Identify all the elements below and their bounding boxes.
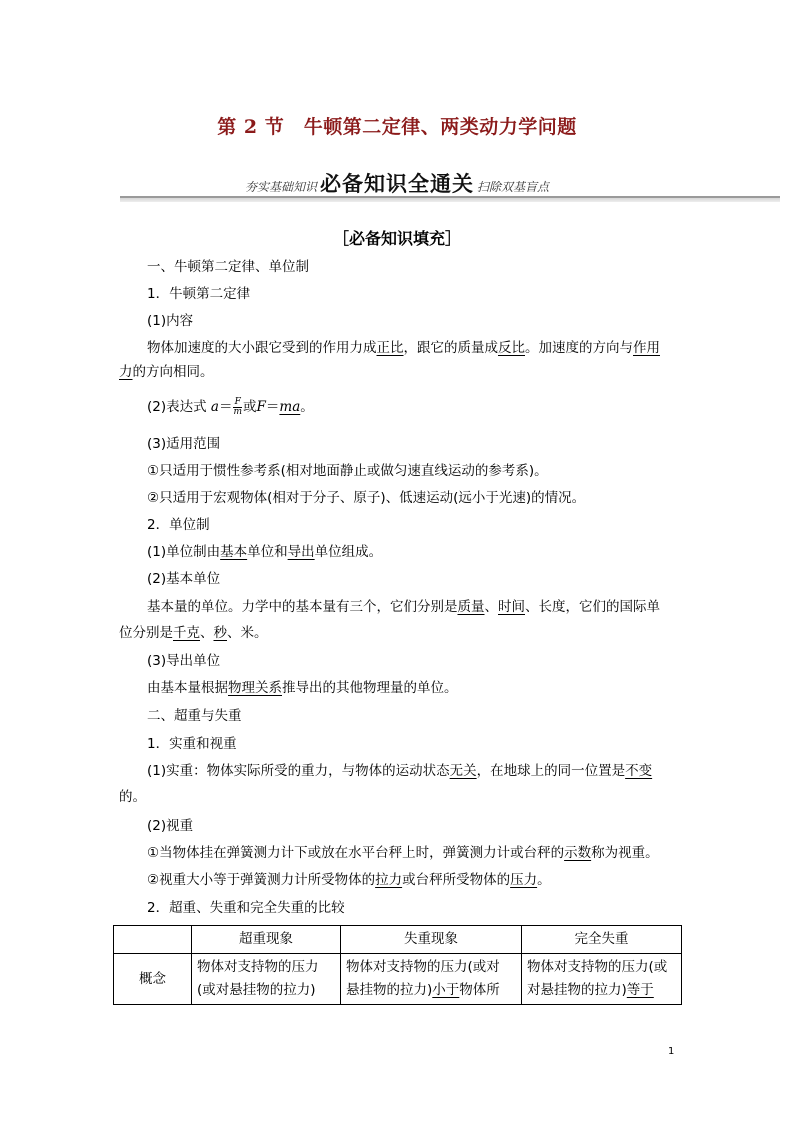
table-header-cell: 超重现象	[192, 926, 341, 954]
heading-newton-second-law: 一、牛顿第二定律、单位制	[147, 259, 309, 275]
page-title: 第 2 节 牛顿第二定律、两类动力学问题	[217, 116, 577, 138]
real-weight-line1: (1)实重：物体实际所受的重力，与物体的运动状态无关，在地球上的同一位置是不变	[147, 763, 653, 779]
banner-divider	[120, 196, 780, 202]
base-units-line2: 位分别是千克、秒、米。	[119, 625, 268, 641]
blank-answer: 不变	[625, 763, 653, 779]
fraction: $\frac{F}{m}$	[233, 396, 243, 417]
blank-answer: 等于	[626, 982, 654, 998]
blank-answer: 压力	[510, 872, 538, 888]
blank-answer: 秒	[213, 625, 227, 641]
formula-line: (2)表达式 a＝ $\frac{F}{m}$ 或F＝ma。	[147, 396, 314, 417]
blank-answer: 力	[119, 364, 133, 380]
subheading-real-weight: 1．实重和视重	[147, 736, 237, 752]
base-units-line1: 基本量的单位。力学中的基本量有三个，它们分别是质量、时间、长度，它们的国际单	[147, 599, 660, 615]
table-cell: 物体对支持物的压力 (或对悬挂物的拉力)	[192, 954, 341, 1005]
blank-answer: 作用	[633, 340, 660, 356]
scope-item-2: ②只适用于宏观物体(相对于分子、原子)、低速运动(远小于光速)的情况。	[147, 490, 586, 506]
unit-system-line: (1)单位制由基本单位和导出单位组成。	[147, 544, 383, 560]
paragraph-content-line2: 力的方向相同。	[119, 364, 214, 380]
section-heading: ［必备知识填充］	[332, 229, 461, 248]
apparent-weight-item-1: ①当物体挂在弹簧测力计下或放在水平台秤上时，弹簧测力计或台秤的示数称为视重。	[147, 845, 659, 861]
blank-answer: 质量	[457, 599, 485, 615]
section-banner	[0, 168, 794, 198]
blank-answer: 无关	[449, 763, 477, 779]
table-row-label: 概念	[114, 954, 192, 1005]
banner-right-text: 扫除双基盲点	[477, 180, 550, 194]
blank-answer: 时间	[498, 599, 525, 615]
label-scope: (3)适用范围	[147, 436, 221, 452]
blank-answer: 反比	[498, 340, 525, 356]
banner-left-text: 夯实基础知识	[244, 180, 317, 194]
blank-answer: 小于	[432, 982, 460, 998]
paragraph-content-line1: 物体加速度的大小跟它受到的作用力成正比，跟它的质量成反比。加速度的方向与作用	[147, 340, 660, 356]
table-header-row	[114, 926, 682, 954]
blank-answer: 物理关系	[228, 680, 282, 696]
page-number: 1	[668, 1046, 675, 1057]
table-header-cell: 完全失重	[522, 926, 682, 954]
blank-answer: 示数	[564, 845, 592, 861]
blank-answer: 导出	[287, 544, 315, 560]
blank-answer: ma	[279, 399, 301, 415]
apparent-weight-item-2: ②视重大小等于弹簧测力计所受物体的拉力或台秤所受物体的压力。	[147, 872, 551, 888]
table-header-cell: 失重现象	[341, 926, 522, 954]
subheading-unit-system: 2．单位制	[147, 517, 210, 533]
blank-answer: 基本	[220, 544, 248, 560]
comparison-table	[113, 925, 682, 1005]
table-cell: 物体对支持物的压力(或 对悬挂物的拉力)等于	[522, 954, 682, 1005]
real-weight-line2: 的。	[119, 789, 146, 805]
subheading-comparison: 2．超重、失重和完全失重的比较	[147, 900, 345, 916]
derived-units-line: 由基本量根据物理关系推导出的其他物理量的单位。	[147, 680, 458, 696]
table-header-cell	[114, 926, 192, 954]
label-apparent-weight: (2)视重	[147, 818, 194, 834]
heading-overweight: 二、超重与失重	[147, 708, 242, 724]
blank-answer: 拉力	[375, 872, 403, 888]
table-row	[114, 954, 682, 1005]
label-derived-units: (3)导出单位	[147, 653, 221, 669]
subheading-newton-law: 1．牛顿第二定律	[147, 286, 251, 302]
blank-answer: 正比	[376, 340, 404, 356]
table-cell: 物体对支持物的压力(或对 悬挂物的拉力)小于物体所	[341, 954, 522, 1005]
label-content: (1)内容	[147, 313, 194, 329]
banner-center-text: 必备知识全通关	[320, 172, 474, 196]
scope-item-1: ①只适用于惯性参考系(相对地面静止或做匀速直线运动的参考系)。	[147, 463, 548, 479]
blank-answer: 千克	[173, 625, 200, 641]
label-base-units: (2)基本单位	[147, 571, 221, 587]
